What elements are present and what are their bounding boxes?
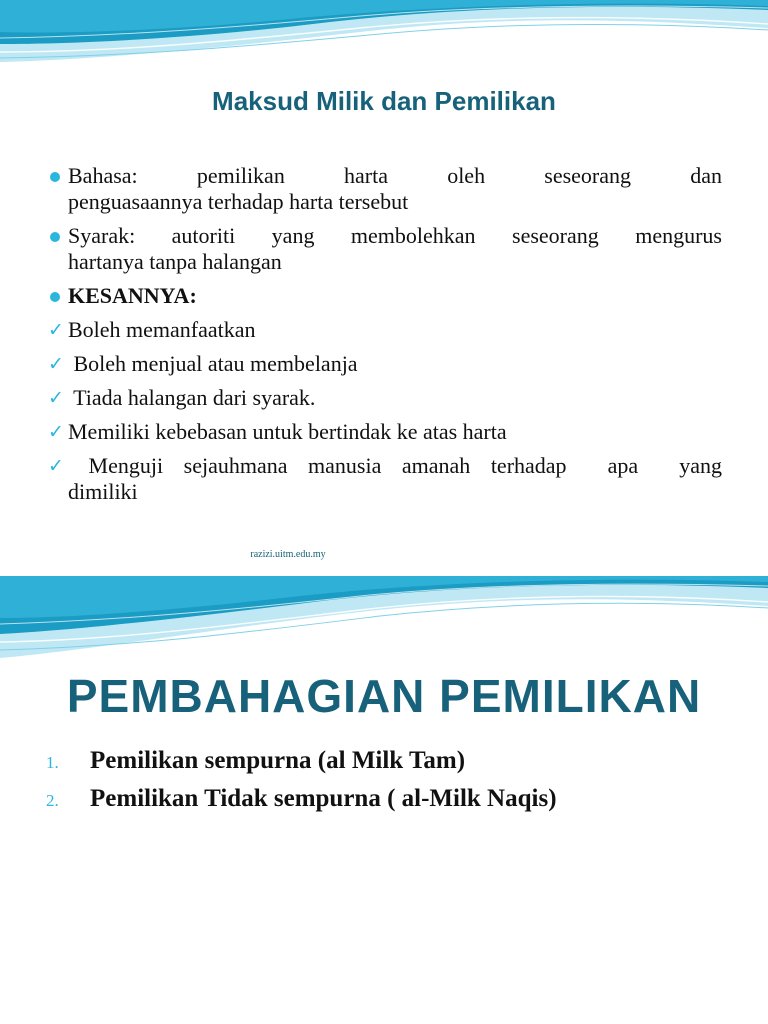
list-item	[48, 223, 722, 275]
bullet-text-line: penguasaannya terhadap harta tersebut	[68, 189, 409, 214]
bullet-dot-icon	[50, 172, 60, 182]
list-number: 1.	[46, 753, 59, 772]
bullet-text: Tiada halangan dari syarak.	[68, 385, 316, 410]
checkmark-icon: ✓	[48, 421, 64, 443]
slide-title: Maksud Milik dan Pemilikan	[212, 86, 556, 116]
checkmark-icon: ✓	[48, 319, 64, 341]
list-item-text: Pemilikan sempurna (al Milk Tam)	[90, 747, 466, 774]
bullet-dot-icon	[50, 232, 60, 242]
bullet-text-line: dimiliki	[68, 479, 138, 504]
list-item	[48, 317, 722, 343]
list-item	[48, 163, 722, 215]
bullet-dot-icon	[50, 292, 60, 302]
slide-title: PEMBAHAGIAN PEMILIKAN	[66, 670, 702, 722]
bullet-text-line: Menguji sejauhmana manusia amanah terhadap apa yang	[68, 453, 722, 478]
checkmark-icon: ✓	[48, 353, 64, 375]
bullet-text-line: Bahasa: pemilikan harta oleh seseorang dan	[68, 163, 722, 188]
bullet-text: KESANNYA:	[68, 283, 197, 308]
header-wave-decoration	[0, 0, 768, 90]
checkmark-icon: ✓	[48, 455, 64, 477]
bullet-text-line: Syarak: autoriti yang membolehkan seseorang mengurus	[68, 223, 722, 248]
list-item	[48, 419, 722, 445]
list-item	[48, 385, 722, 411]
header-wave-decoration	[0, 576, 768, 666]
slide-2	[0, 576, 768, 1024]
list-item	[48, 453, 722, 505]
list-number: 2.	[46, 791, 59, 810]
checkmark-icon: ✓	[48, 387, 64, 409]
list-item	[46, 744, 746, 778]
list-item	[48, 351, 722, 377]
list-item	[46, 782, 746, 816]
list-item	[48, 283, 722, 309]
numbered-list	[46, 744, 746, 820]
bullet-text: Boleh memanfaatkan	[68, 317, 256, 342]
footer-url: razizi.uitm.edu.my	[250, 549, 326, 560]
bullet-text: Boleh menjual atau membelanja	[68, 351, 358, 376]
bullet-text-line: hartanya tanpa halangan	[68, 249, 282, 274]
bullet-list	[48, 163, 722, 513]
list-item-text: Pemilikan Tidak sempurna ( al-Milk Naqis)	[90, 785, 557, 812]
bullet-text: Memiliki kebebasan untuk bertindak ke atas harta	[68, 419, 507, 444]
